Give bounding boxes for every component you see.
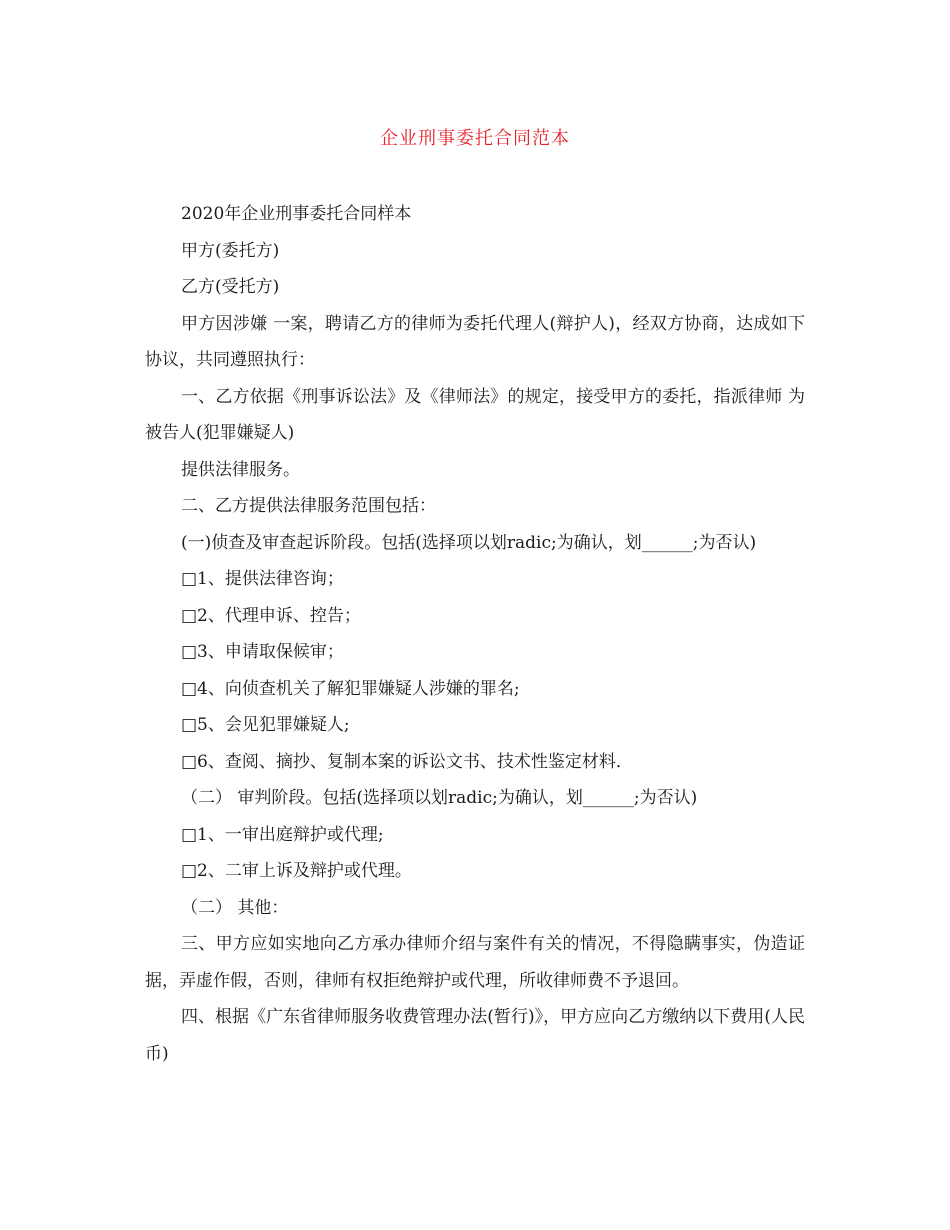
- paragraph-clause-1-cont: 提供法律服务。: [181, 459, 300, 480]
- paragraph-stage-trial: （二） 审判阶段。包括(选择项以划radic;为确认，划______;为否认): [181, 788, 698, 808]
- document-title: 企业刑事委托合同范本: [380, 128, 570, 149]
- paragraph-subtitle: 2020年企业刑事委托合同样本: [181, 204, 412, 224]
- document-body: [145, 196, 805, 1072]
- checkbox-item: □5、会见犯罪嫌疑人;: [181, 715, 350, 735]
- paragraph-party-a: 甲方(委托方): [181, 240, 280, 261]
- checkbox-item: □1、一审出庭辩护或代理;: [181, 824, 384, 845]
- paragraph-clause-1: 一、乙方依据《刑事诉讼法》及《律师法》的规定，接受甲方的委托，指派律师 为被告人(犯罪嫌疑人): [145, 386, 805, 443]
- paragraph-preamble: 甲方因涉嫌 一案，聘请乙方的律师为委托代理人(辩护人)，经双方协商，达成如下协议，共同遵照执行：: [145, 313, 805, 370]
- paragraph-other: （二） 其他：: [181, 897, 289, 918]
- checkbox-item: □3、申请取保候审；: [181, 642, 344, 662]
- paragraph-clause-4: 四、根据《广东省律师服务收费管理办法(暂行)》，甲方应向乙方缴纳以下费用(人民币): [145, 1007, 805, 1064]
- paragraph-party-b: 乙方(受托方): [181, 277, 280, 297]
- checkbox-item: □4、向侦查机关了解犯罪嫌疑人涉嫌的罪名;: [181, 678, 520, 699]
- checkbox-item: □6、查阅、摘抄、复制本案的诉讼文书、技术性鉴定材料．: [181, 751, 633, 772]
- paragraph-clause-3: 三、甲方应如实地向乙方承办律师介绍与案件有关的情况，不得隐瞒事实，伪造证据，弄虚作假，否则，律师有权拒绝辩护或代理，所收律师费不予退回。: [145, 934, 805, 991]
- paragraph-stage-investigation: (一)侦查及审查起诉阶段。包括(选择项以划radic;为确认，划______;为否认): [181, 532, 757, 553]
- checkbox-item: □1、提供法律咨询；: [181, 569, 344, 589]
- checkbox-item: □2、代理申诉、控告；: [181, 605, 361, 626]
- paragraph-clause-2: 二、乙方提供法律服务范围包括：: [181, 496, 436, 516]
- checkbox-item: □2、二审上诉及辩护或代理。: [181, 861, 412, 881]
